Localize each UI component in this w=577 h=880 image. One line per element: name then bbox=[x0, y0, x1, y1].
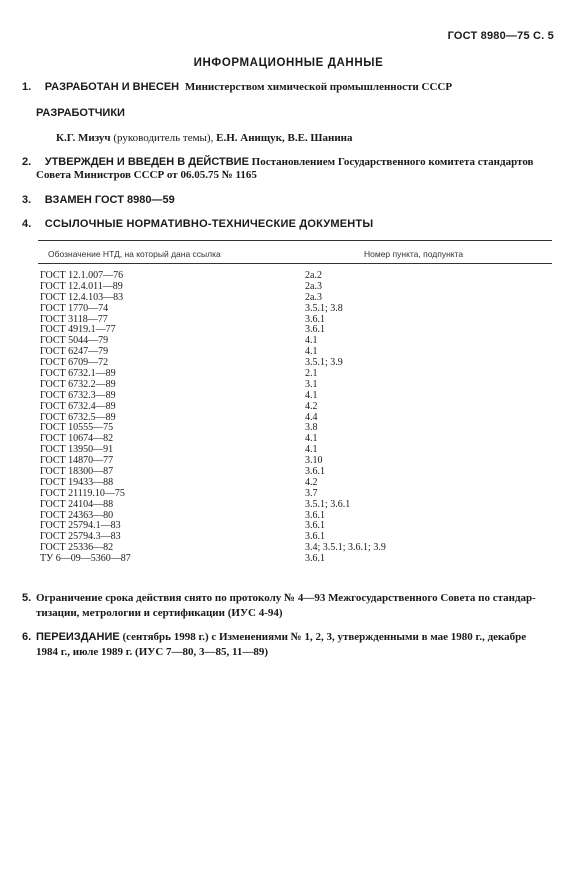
section-5-number: 5. bbox=[22, 592, 32, 604]
document-designation-cell: ГОСТ 21119.10—75 bbox=[40, 487, 125, 499]
clause-number-cell: 3.7 bbox=[305, 487, 318, 499]
document-designation-cell: ГОСТ 10674—82 bbox=[40, 433, 114, 445]
document-designation-cell: ГОСТ 12.4.011—89 bbox=[40, 280, 123, 292]
clause-number-cell: 3.5.1; 3.8 bbox=[305, 302, 343, 314]
section-2-heading: УТВЕРЖДЕН И ВВЕДЕН В ДЕЙСТВИЕ bbox=[44, 156, 249, 168]
section-4-heading: ССЫЛОЧНЫЕ НОРМАТИВНО-ТЕХНИЧЕСКИЕ ДОКУМЕНТЫ bbox=[44, 218, 374, 230]
document-designation-cell: ГОСТ 6247—79 bbox=[40, 346, 109, 358]
clause-number-cell: 4.4 bbox=[305, 411, 318, 423]
clause-number-cell: 4.1 bbox=[305, 335, 318, 347]
section-3-number: 3. bbox=[22, 194, 32, 206]
page-title: ИНФОРМАЦИОННЫЕ ДАННЫЕ bbox=[193, 57, 384, 69]
table-row bbox=[40, 293, 520, 304]
document-designation-cell: ГОСТ 6709—72 bbox=[40, 357, 109, 369]
section-2-number: 2. bbox=[22, 156, 32, 168]
section-5-line1: Ограничение срока действия снято по протоколу № 4—93 Межгосударственного Совета по стандар- bbox=[36, 592, 536, 604]
section-3 bbox=[22, 193, 175, 207]
clause-number-cell: 3.6.1 bbox=[305, 313, 325, 325]
document-designation-cell: ГОСТ 6732.4—89 bbox=[40, 400, 116, 412]
clause-number-cell: 2а.3 bbox=[305, 280, 322, 292]
section-2 bbox=[22, 155, 533, 169]
document-designation-cell: ГОСТ 12.1.007—76 bbox=[40, 270, 124, 281]
document-designation-cell: ГОСТ 6732.3—89 bbox=[40, 389, 116, 401]
clause-number-cell: 3.5.1; 3.6.1 bbox=[305, 498, 351, 510]
table-row bbox=[40, 402, 520, 413]
section-6-text bbox=[36, 630, 556, 660]
table-header-rule bbox=[38, 263, 552, 264]
clause-number-cell: 3.6.1 bbox=[305, 509, 325, 521]
table-row bbox=[40, 304, 520, 315]
document-designation-cell: ГОСТ 3118—77 bbox=[40, 313, 108, 325]
section-6-line2: 1984 г., июле 1989 г. (ИУС 7—80, 3—85, 11—89) bbox=[36, 646, 269, 658]
document-designation-cell: ГОСТ 14870—77 bbox=[40, 455, 114, 467]
document-designation-cell: ГОСТ 25794.1—83 bbox=[40, 520, 121, 532]
developers-list bbox=[56, 131, 353, 145]
section-3-heading: ВЗАМЕН ГОСТ 8980—59 bbox=[44, 194, 175, 206]
document-designation-cell: ГОСТ 1770—74 bbox=[40, 302, 109, 314]
document-designation-cell: ГОСТ 25794.3—83 bbox=[40, 531, 121, 543]
section-1-text: Министерством химической промышленности СССР bbox=[184, 81, 453, 93]
section-6 bbox=[22, 630, 34, 644]
document-designation-cell: ГОСТ 10555—75 bbox=[40, 422, 114, 434]
clause-number-cell: 4.1 bbox=[305, 346, 318, 358]
section-6-heading: ПЕРЕИЗДАНИЕ bbox=[36, 631, 120, 643]
clause-number-cell: 3.6.1 bbox=[305, 466, 325, 478]
clause-number-cell: 2а.2 bbox=[305, 270, 322, 281]
document-designation-cell: ГОСТ 12.4.103—83 bbox=[40, 291, 124, 303]
clause-number-cell: 4.2 bbox=[305, 476, 318, 488]
document-designation-cell: ГОСТ 25336—82 bbox=[40, 542, 114, 554]
table-row bbox=[40, 325, 520, 336]
document-designation-cell: ГОСТ 13950—91 bbox=[40, 444, 114, 456]
table-row bbox=[40, 554, 520, 565]
document-designation-cell: ГОСТ 6732.5—89 bbox=[40, 411, 116, 423]
section-2-text-line1: Постановлением Государственного комитета стандартов bbox=[248, 156, 534, 168]
column-header-clause: Номер пункта, подпункта bbox=[364, 249, 464, 259]
developer-names: Е.Н. Анищук, В.Е. Шанина bbox=[216, 132, 353, 144]
clause-number-cell: 4.1 bbox=[305, 444, 318, 456]
table-row bbox=[40, 347, 520, 358]
table-top-rule bbox=[38, 240, 552, 241]
clause-number-cell: 2а.3 bbox=[305, 291, 322, 303]
section-6-number: 6. bbox=[22, 631, 32, 643]
document-designation-cell: ГОСТ 5044—79 bbox=[40, 335, 109, 347]
clause-number-cell: 2.1 bbox=[305, 368, 318, 380]
clause-number-cell: 4.2 bbox=[305, 400, 318, 412]
developer-role: (руководитель темы), bbox=[110, 132, 217, 144]
document-designation-cell: ГОСТ 24363—80 bbox=[40, 509, 114, 521]
clause-number-cell: 3.4; 3.5.1; 3.6.1; 3.9 bbox=[305, 542, 386, 554]
section-5-line2: тизации, метрологии и сертификации (ИУС 4-94) bbox=[36, 607, 283, 619]
document-designation-cell: ГОСТ 4919.1—77 bbox=[40, 324, 116, 336]
section-4 bbox=[22, 217, 373, 231]
section-1-heading: РАЗРАБОТАН И ВНЕСЕН bbox=[44, 81, 180, 93]
section-6-line1 bbox=[36, 630, 556, 645]
section-6-line1-text: (сентябрь 1998 г.) с Изменениями № 1, 2, 3, утвержденными в мае 1980 г., декабре bbox=[119, 631, 527, 643]
clause-number-cell: 3.5.1; 3.9 bbox=[305, 357, 343, 369]
section-1-number: 1. bbox=[22, 81, 32, 93]
column-header-document: Обозначение НТД, на который дана ссылка bbox=[48, 249, 221, 259]
document-designation-cell: ГОСТ 24104—88 bbox=[40, 498, 114, 510]
document-designation-cell: ГОСТ 6732.2—89 bbox=[40, 378, 116, 390]
table-row bbox=[40, 500, 520, 511]
clause-number-cell: 3.6.1 bbox=[305, 531, 325, 543]
clause-number-cell: 3.10 bbox=[305, 455, 323, 467]
clause-number-cell: 3.8 bbox=[305, 422, 318, 434]
section-5 bbox=[22, 591, 34, 605]
clause-number-cell: 3.6.1 bbox=[305, 553, 325, 565]
document-designation-cell: ТУ 6—09—5360—87 bbox=[40, 553, 131, 565]
clause-number-cell: 4.1 bbox=[305, 389, 318, 401]
section-5-text bbox=[36, 591, 556, 621]
document-designation-cell: ГОСТ 6732.1—89 bbox=[40, 368, 116, 380]
clause-number-cell: 4.1 bbox=[305, 433, 318, 445]
page-reference: ГОСТ 8980—75 С. 5 bbox=[447, 30, 554, 42]
developer-name-lead: К.Г. Мизуч bbox=[56, 132, 111, 144]
section-2-text-line2: Совета Министров СССР от 06.05.75 № 1165 bbox=[36, 169, 257, 181]
section-4-number: 4. bbox=[22, 218, 32, 230]
references-table bbox=[40, 271, 520, 565]
table-row bbox=[40, 336, 520, 347]
clause-number-cell: 3.1 bbox=[305, 378, 318, 390]
section-1 bbox=[22, 80, 452, 94]
document-designation-cell: ГОСТ 18300—87 bbox=[40, 466, 114, 478]
developers-heading: РАЗРАБОТЧИКИ bbox=[36, 107, 125, 119]
clause-number-cell: 3.6.1 bbox=[305, 324, 325, 336]
document-designation-cell: ГОСТ 19433—88 bbox=[40, 476, 114, 488]
clause-number-cell: 3.6.1 bbox=[305, 520, 325, 532]
